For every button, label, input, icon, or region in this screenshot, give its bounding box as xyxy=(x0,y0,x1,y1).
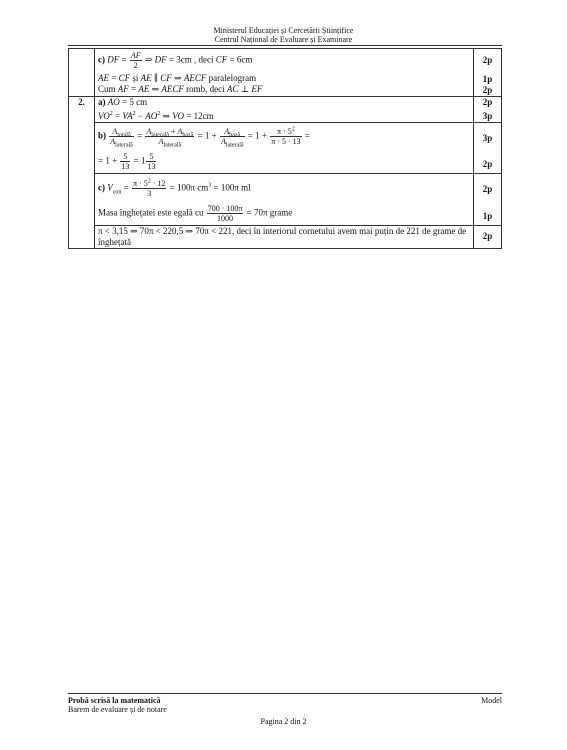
solution-cell: b) $\frac{A_{totală}}{A_{laterală}}$ = $\frac{A_{laterală} + A_{bază}}{A_{laterală}}$ = 1 + $\frac{A_{bază}}{A_{laterală}}$ = 1 + $\frac{\pi \cdot 5^2}{\pi \cdot 5 \cdot 13}$ = = 1 + $\frac{5}{13}$ = 1 $\frac{5}{13}$ xyxy=(95,123,474,174)
table-row xyxy=(69,97,502,123)
points: 2p xyxy=(482,159,493,169)
word-paralelogram: paralelogram xyxy=(208,73,257,83)
solution-cell: c) $V_{con}$ = $\frac{\pi \cdot 5^2 \cdot 12}{3}$ = 100π $cm^3 = 100\pi$ ml Masa înghețatei este egală cu $\frac{700 \cdot 100\pi}{1000}$ = 70π grame xyxy=(95,174,474,226)
table-row xyxy=(69,226,502,249)
header-ministry: Ministerul Educației și Cercetării Științifice xyxy=(213,26,354,35)
subpoint-label: b) xyxy=(98,130,107,141)
points: 2p xyxy=(482,97,493,107)
points-cell xyxy=(474,226,502,249)
table-row xyxy=(69,49,502,97)
solution-cell: c) DF = $\frac{AF}{2}$ ⇒ DF = 3cm , deci CF = 6cm AE = CF și AE ∥ CF ⇒ AECF paralelogram Cum AF = AE ⇒ AECF romb, deci AC ⊥ EF xyxy=(95,49,474,97)
conclusion-text: π < 3,15 ⇒ 70π < 220,5 ⇒ 70π < 221, deci în interiorul cornetului avem mai puțin de 221 de grame de înghețată xyxy=(98,226,467,247)
exercise-number: 2. xyxy=(69,97,95,249)
table-row xyxy=(69,174,502,226)
word-deci: deci xyxy=(198,54,214,65)
points: 3p xyxy=(482,111,493,121)
exercise-number xyxy=(69,49,95,97)
word-romb-deci: romb, deci xyxy=(186,84,225,94)
footer-model: Model xyxy=(481,696,502,705)
points: 2p xyxy=(482,85,493,95)
points-cell xyxy=(474,97,502,123)
footer-barem: Barem de evaluare și de notare xyxy=(68,705,167,714)
subpoint-label: c) xyxy=(98,54,105,65)
points: 2p xyxy=(482,184,493,194)
solution-cell: a) AO = 5 cm $VO^2 = VA^2 - AO^2$ ⇒ VO = 12cm xyxy=(95,97,474,123)
points-cell xyxy=(474,174,502,226)
word-grame: grame xyxy=(269,207,293,218)
points: 1p xyxy=(482,74,493,84)
points-cell xyxy=(474,123,502,174)
points: 1p xyxy=(482,211,493,221)
grading-table xyxy=(68,48,502,249)
word-si: și xyxy=(132,73,139,83)
page-number: Pagina 2 din 2 xyxy=(260,717,307,726)
header-center: Centrul Național de Evaluare și Examinare xyxy=(214,35,353,44)
solution-cell xyxy=(95,226,474,249)
subpoint-label: c) xyxy=(98,182,105,193)
points-cell xyxy=(474,49,502,97)
subpoint-label: a) xyxy=(98,97,106,107)
header-rule xyxy=(68,45,502,46)
points: 2p xyxy=(482,231,493,241)
text-masa: Masa înghețatei este egală cu xyxy=(98,207,204,218)
word-cum: Cum xyxy=(98,84,116,94)
footer-rule xyxy=(68,693,502,694)
points: 3p xyxy=(482,133,493,143)
footer-exam-title: Probă scrisă la matematică xyxy=(68,696,161,705)
points: 2p xyxy=(482,55,493,65)
table-row xyxy=(69,123,502,174)
